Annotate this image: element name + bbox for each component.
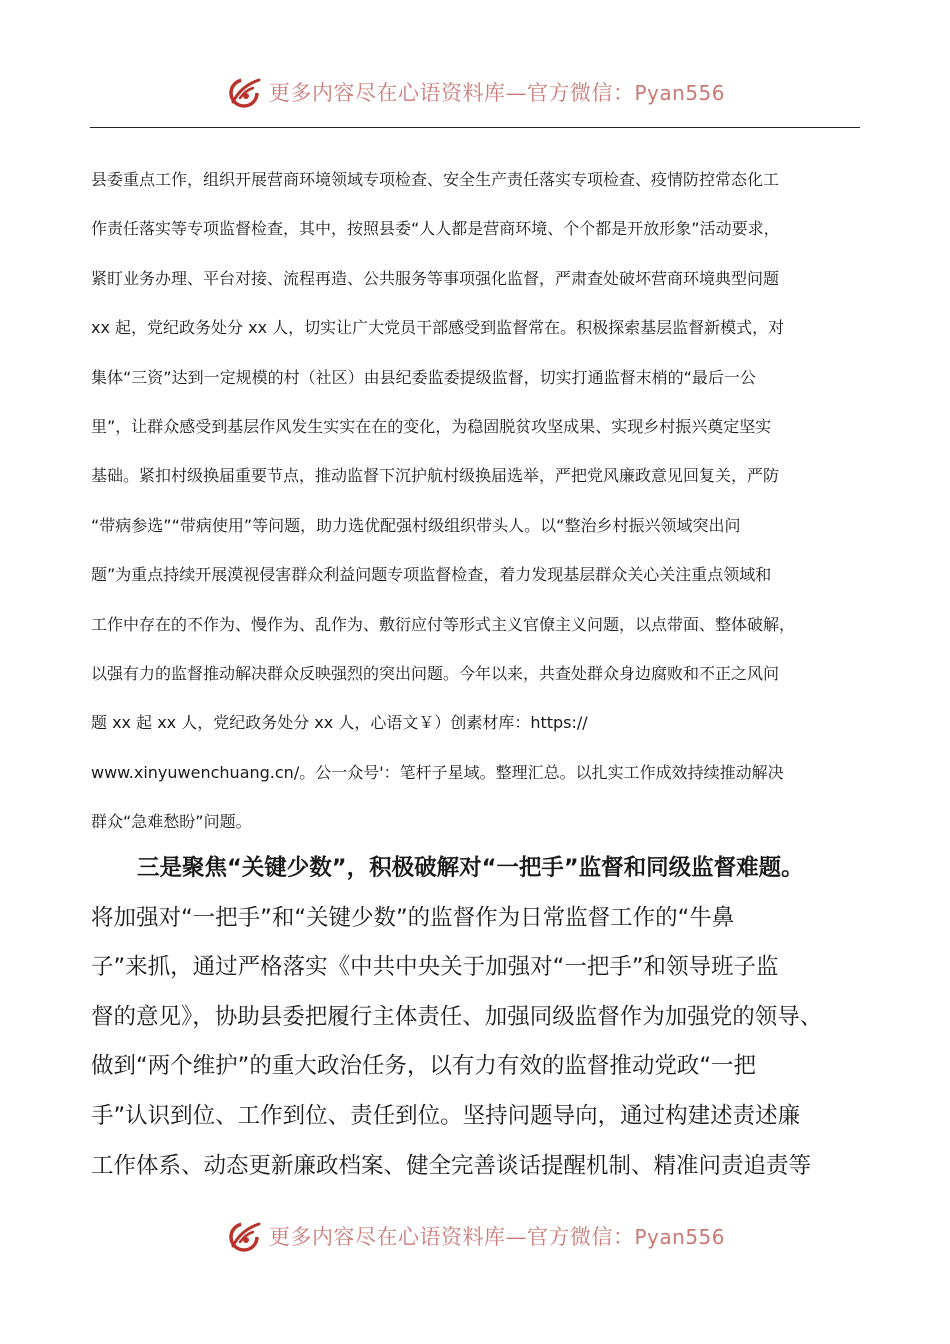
text-line: 以强有力的监督推动解决群众反映强烈的突出问题。今年以来，共查处群众身边腐败和不正之风问 (91, 663, 780, 683)
text-line: 子”来抓，通过严格落实《中共中央关于加强对“一把手”和领导班子监 (91, 954, 779, 981)
header-banner-text: 更多内容尽在心语资料库—官方微信：Pyan556 (268, 81, 725, 105)
section-three (91, 844, 881, 1191)
text-line: xx 起，党纪政务处分 xx 人，切实让广大党员干部感受到监督常在。积极探索基层监督新模式，对 (91, 318, 785, 338)
text-line: 做到“两个维护”的重大政治任务，以有力有效的监督推动党政“一把 (91, 1053, 756, 1080)
text-line: 集体“三资”达到一定规模的村（社区）由县纪委监委提级监督，切实打通监督末梢的“最后一公 (91, 367, 756, 387)
header-divider (90, 127, 860, 128)
text-line: 题 xx 起 xx 人，党纪政务处分 xx 人，心语文￥）创素材库：https:// (91, 713, 588, 733)
body-paragraph-continued (91, 155, 861, 846)
text-line: 将加强对“一把手”和“关键少数”的监督作为日常监督工作的“牛鼻 (91, 904, 735, 931)
text-line: 基础。紧扣村级换届重要节点，推动监督下沉护航村级换届选举，严把党风廉政意见回复关，严防 (91, 466, 780, 486)
text-line: 作责任落实等专项监督检查，其中，按照县委“人人都是营商环境、个个都是开放形象”活动要求， (91, 219, 780, 239)
text-line: 县委重点工作，组织开展营商环境领域专项检查、安全生产责任落实专项检查、疫情防控常态化工 (91, 170, 780, 189)
text-line: 群众“急难愁盼”问题。 (91, 812, 252, 832)
header-banner (0, 70, 950, 114)
footer-wechat-id: Pyan556 (634, 1225, 725, 1249)
text-line: www.xinyuwenchuang.cn/。公一众号'：笔杆子星域。整理汇总。以扎实工作成效持续推动解决 (91, 762, 784, 782)
footer-banner (0, 1214, 950, 1258)
footer-banner-text: 更多内容尽在心语资料库—官方微信：Pyan556 (268, 1225, 725, 1249)
header-wechat-id: Pyan556 (634, 81, 725, 105)
text-line: 督的意见》，协助县委把履行主体责任、加强同级监督作为加强党的领导、 (91, 1003, 823, 1030)
text-line: 紧盯业务办理、平台对接、流程再造、公共服务等事项强化监督，严肃查处破坏营商环境典型问题 (91, 268, 780, 288)
text-line: 工作中存在的不作为、慢作为、乱作为、敷衍应付等形式主义官僚主义问题，以点带面、整体破解， (91, 614, 796, 634)
text-line: 工作体系、动态更新廉政档案、健全完善谈话提醒机制、精准问责追责等 (91, 1152, 812, 1179)
text-line: 里”，让群众感受到基层作风发生实实在在的变化，为稳固脱贫攻坚成果、实现乡村振兴奠定坚实 (91, 416, 772, 436)
text-line: 题”为重点持续开展漠视侵害群众利益问题专项监督检查，着力发现基层群众关心关注重点领域和 (91, 565, 772, 585)
xinyu-logo-icon (225, 1216, 265, 1256)
text-line: 手”认识到位、工作到位、责任到位。坚持问题导向，通过构建述责述廉 (91, 1102, 801, 1129)
xinyu-logo-icon (225, 72, 265, 112)
text-line: “带病参选”“带病使用”等问题，助力选优配强村级组织带头人。以“整治乡村振兴领域突出问 (91, 515, 741, 535)
section-heading: 三是聚焦“关键少数”，积极破解对“一把手”监督和同级监督难题。 (137, 855, 804, 881)
